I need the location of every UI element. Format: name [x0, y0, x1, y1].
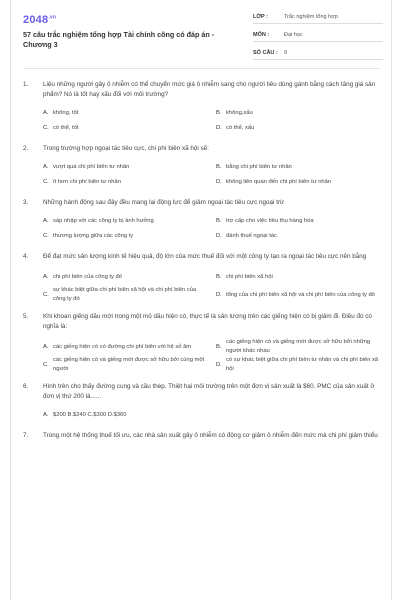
option-c[interactable]: [43, 356, 206, 374]
question-text: Để đạt mức sản lượng kinh tế hiệu quả, độ lớn của mức thuế đối với một công ty tạo ra ngoại tác tiêu cực nên bằng: [43, 253, 367, 260]
question-6: [23, 382, 379, 423]
option-letter: A.: [43, 412, 49, 418]
question-number: 2.: [23, 145, 29, 152]
option-d[interactable]: [216, 229, 379, 244]
option-letter: C.: [43, 125, 49, 131]
option-d[interactable]: [216, 356, 379, 374]
question-text-row: [23, 144, 379, 154]
option-a[interactable]: [43, 106, 206, 121]
option-letter: A.: [43, 110, 49, 116]
option-text: các giếng hiện có và giếng mới được sở hữu bởi cùng một người: [53, 357, 205, 372]
option-text: có thể, xấu: [226, 125, 255, 131]
option-text: chi phí biên xã hội: [226, 273, 273, 280]
option-c[interactable]: [43, 175, 206, 190]
option-b[interactable]: [216, 160, 379, 175]
option-b[interactable]: [216, 268, 379, 286]
question-7: [23, 431, 379, 441]
meta-value: 9: [284, 50, 288, 56]
option-letter: A.: [43, 218, 49, 224]
question-number: 3.: [23, 199, 29, 206]
meta-row-count: [253, 48, 383, 60]
option-b[interactable]: [216, 338, 379, 356]
question-number: 7.: [23, 432, 29, 439]
question-text-row: [23, 198, 379, 208]
option-text: không,xấu: [226, 110, 253, 116]
option-letter: C.: [43, 291, 49, 298]
option-d[interactable]: [216, 121, 379, 136]
option-text: không liên quan đến chi phí biên tư nhân: [226, 179, 332, 185]
option-c[interactable]: [43, 229, 206, 244]
meta-panel: [253, 12, 383, 66]
site-logo[interactable]: [23, 14, 56, 26]
question-text-row: [23, 252, 379, 262]
option-text: đánh thuế ngoại tác: [226, 233, 277, 239]
question-text: Những hành động sau đây đều mang lại động lực để giảm ngoại tác tiêu cực ngoại trừ: [43, 199, 285, 206]
question-text-row: [23, 312, 379, 332]
option-letter: C.: [43, 361, 49, 368]
option-letter: A.: [43, 343, 49, 350]
header-divider: [23, 68, 379, 69]
option-letter: D.: [216, 291, 222, 298]
question-5: [23, 312, 379, 374]
option-letter: A.: [43, 164, 49, 170]
question-number: 6.: [23, 383, 29, 390]
meta-key: SỐ CÂU :: [253, 50, 278, 56]
option-d[interactable]: [216, 286, 379, 304]
question-number: 4.: [23, 253, 29, 260]
question-2: [23, 144, 379, 190]
logo-text: 2048: [23, 14, 49, 26]
question-3: [23, 198, 379, 244]
question-number: 1.: [23, 81, 29, 88]
question-text: Liệu những người gây ô nhiễm có thể chuyển mức giá ô nhiễm sang cho người tiêu dùng gánh bằng cách tăng giá sản phẩm? Nó là tốt hay xấu đối với môi trường?: [43, 81, 376, 98]
question-text: Trong trường hợp ngoại tác tiêu cực, chi phí biên xã hội sẽ:: [43, 145, 209, 152]
option-text: $200 B.$240 C.$300 D.$360: [53, 412, 127, 418]
option-letter: B.: [216, 343, 222, 350]
document-sheet: [10, 0, 392, 600]
options: [23, 160, 379, 190]
meta-value: Trắc nghiệm tổng hợp: [284, 14, 338, 20]
option-a[interactable]: [43, 338, 206, 356]
option-letter: C.: [43, 233, 49, 239]
option-a[interactable]: [43, 268, 206, 286]
question-text-row: [23, 382, 379, 402]
logo-suffix: .vn: [48, 14, 57, 21]
question-list: [23, 80, 379, 449]
document-title: 57 câu trắc nghiệm tổng hợp Tài chính công có đáp án - Chương 3: [23, 30, 215, 49]
question-text-row: [23, 80, 379, 100]
option-text: không, tốt: [53, 110, 79, 116]
question-4: [23, 252, 379, 304]
option-text: các giếng hiện có có đường chi phí biên với hệ số âm: [53, 343, 192, 350]
option-letter: B.: [216, 218, 222, 224]
option-c[interactable]: [43, 121, 206, 136]
meta-row-subject: [253, 30, 383, 42]
document-header: [11, 0, 391, 60]
option-a[interactable]: [43, 214, 206, 229]
option-letter: D.: [216, 179, 222, 185]
options: [23, 214, 379, 244]
option-text: trợ cấp cho việc tiêu thụ hàng hóa: [226, 218, 314, 224]
option-d[interactable]: [216, 175, 379, 190]
options: [23, 338, 379, 374]
meta-key: MÔN :: [253, 32, 270, 38]
question-number: 5.: [23, 313, 29, 320]
option-text: ít hơn chi phí biên tư nhân: [53, 179, 121, 185]
option-c[interactable]: [43, 286, 206, 304]
option-text: có sự khác biệt giữa chi phí biên tư nhân và chi phí biên xã hội: [226, 357, 379, 372]
question-text-row: [23, 431, 379, 441]
option-letter: B.: [216, 110, 222, 116]
option-letter: B.: [216, 164, 222, 170]
question-1: [23, 80, 379, 136]
option-a[interactable]: [43, 408, 379, 423]
option-letter: D.: [216, 125, 222, 131]
option-text: sáp nhập với các công ty bị ảnh hưởng: [53, 218, 154, 224]
options: [23, 106, 379, 136]
meta-row-class: [253, 12, 383, 24]
meta-key: LỚP :: [253, 14, 268, 20]
option-text: vượt quá chi phí biên tư nhân: [53, 164, 130, 170]
option-text: thương lượng giữa các công ty: [53, 233, 134, 239]
meta-value: Đại học: [284, 32, 303, 38]
question-text: Khi khoan giếng dầu mới trong một mỏ dầu hiện có, thực tế là sản lượng trên các giếng hiện có bị giảm đi. Điều đó có nghĩa là:: [43, 313, 372, 330]
option-text: sự khác biệt giữa chi phí biên xã hội và chi phí biên của công ty đó: [53, 287, 197, 302]
option-a[interactable]: [43, 160, 206, 175]
option-letter: D.: [216, 361, 222, 368]
option-letter: C.: [43, 179, 49, 185]
question-text: Hình trên cho thấy đường cung và cầu thép. Thiệt hại môi trường trên một đơn vị sản xuất là $60. PMC của sản xuất ở đơn vị thứ 200 là......: [43, 383, 375, 400]
option-letter: A.: [43, 273, 49, 280]
option-letter: D.: [216, 233, 222, 239]
option-text: các giếng hiện có và giếng mới được sở hữu bởi những người khác nhau: [226, 339, 371, 354]
options: [23, 408, 379, 423]
option-text: tổng của chi phí biên xã hội và chi phí biên của công ty đó: [226, 291, 375, 298]
options: [23, 268, 379, 304]
question-text: Trong một hệ thống thuế tối ưu, các nhà sản xuất gây ô nhiễm có động cơ giảm ô nhiễm đến mức mà chi phí giảm thiểu: [43, 432, 378, 439]
option-letter: B.: [216, 273, 222, 280]
option-text: có thể, tốt: [53, 125, 79, 131]
option-text: bằng chi phí biên tư nhân: [226, 164, 292, 170]
option-text: chi phí biên của công ty đó: [53, 273, 122, 280]
option-b[interactable]: [216, 106, 379, 121]
option-b[interactable]: [216, 214, 379, 229]
